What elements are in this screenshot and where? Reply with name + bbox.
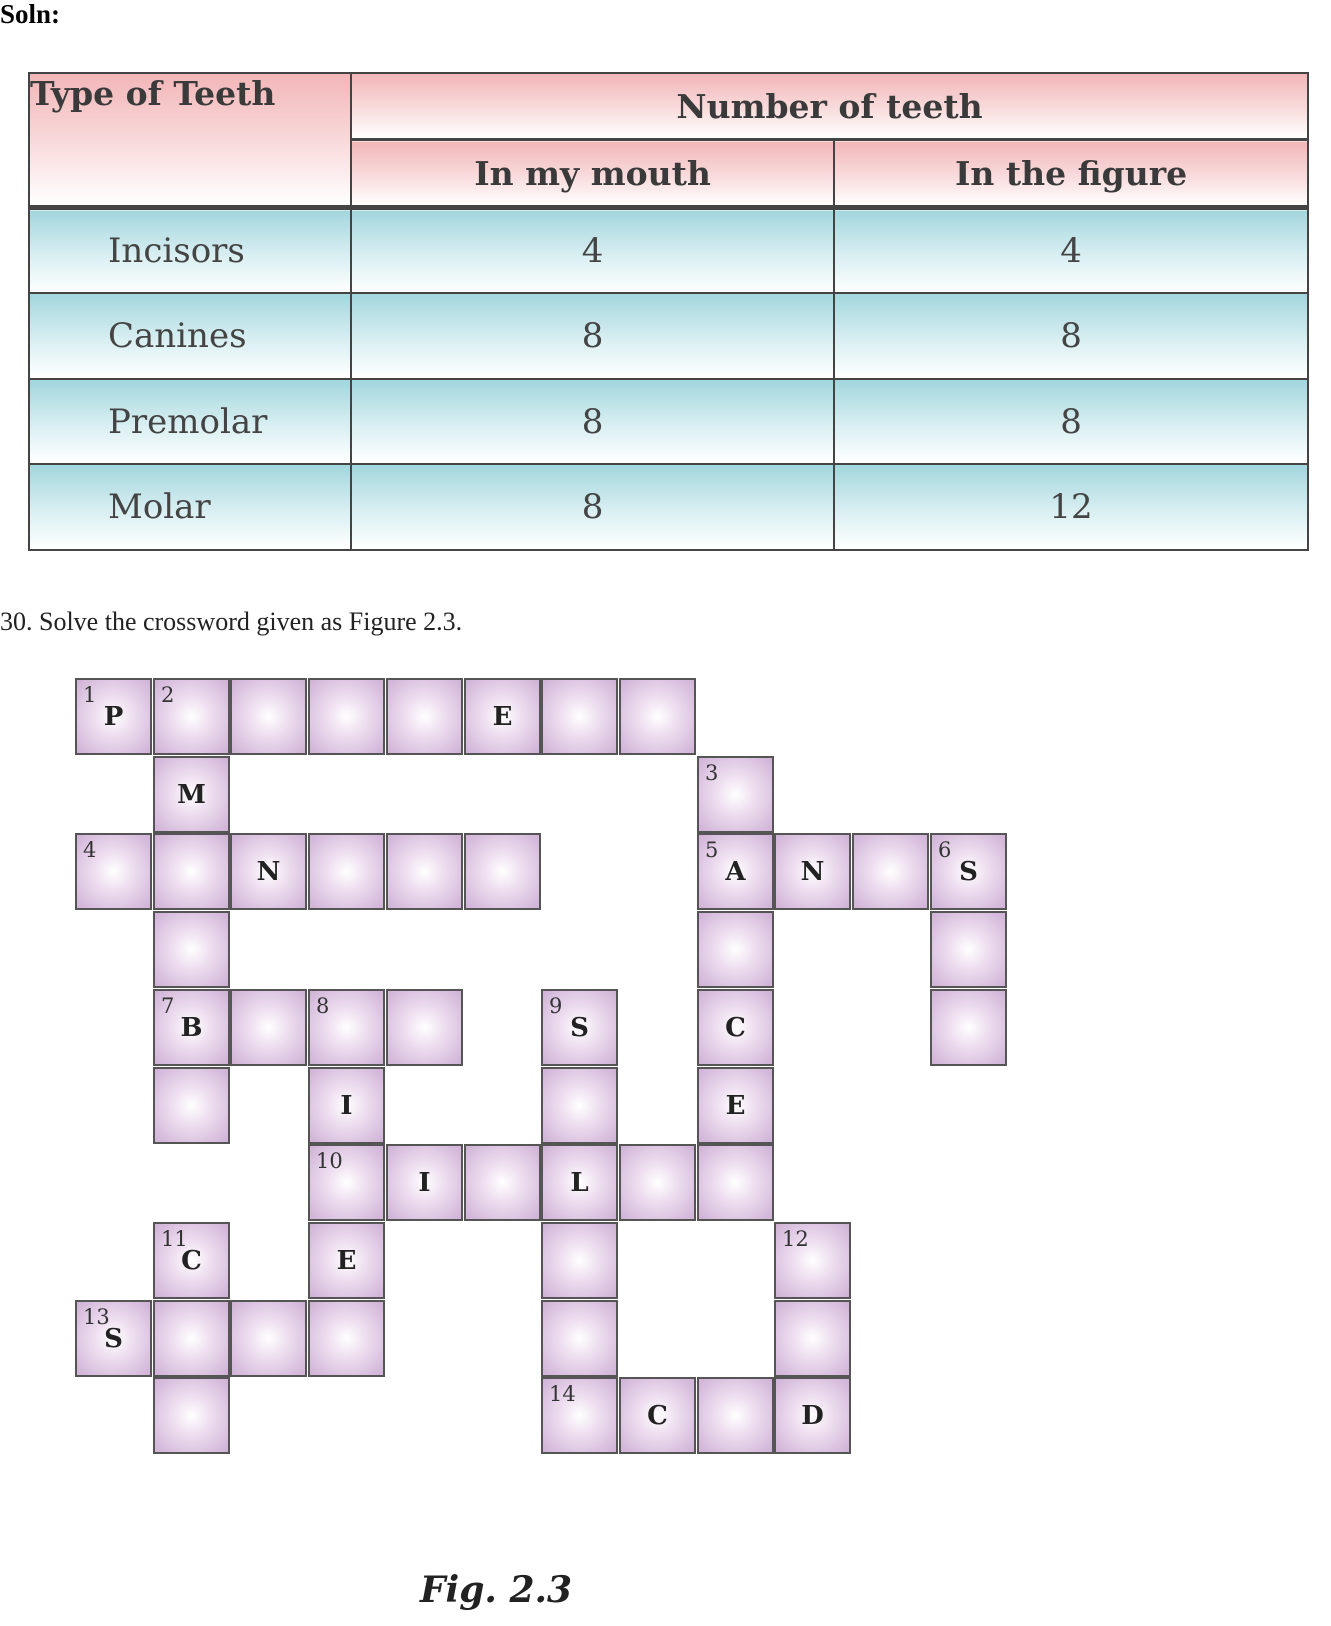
figure-count-cell: 8 <box>834 293 1308 379</box>
crossword-cell[interactable] <box>153 1377 230 1454</box>
crossword-cell[interactable] <box>153 1222 230 1299</box>
crossword-cell[interactable] <box>230 833 307 910</box>
crossword-cell[interactable] <box>697 1377 774 1454</box>
clue-number: 8 <box>316 994 330 1018</box>
given-letter: B <box>180 1012 203 1043</box>
given-letter: S <box>570 1012 589 1043</box>
given-letter: S <box>104 1323 123 1354</box>
crossword-cell[interactable] <box>930 911 1007 988</box>
given-letter: E <box>336 1245 357 1276</box>
given-letter: A <box>725 856 746 887</box>
crossword-cell[interactable] <box>697 1144 774 1221</box>
crossword-cell[interactable] <box>308 1067 385 1144</box>
crossword-cell[interactable] <box>541 989 618 1066</box>
crossword-cell[interactable] <box>153 756 230 833</box>
crossword-cell[interactable] <box>386 678 463 755</box>
teeth-table <box>28 72 1309 551</box>
crossword-cell[interactable] <box>697 911 774 988</box>
figure-count-cell: 8 <box>834 379 1308 465</box>
crossword-cell[interactable] <box>386 989 463 1066</box>
crossword-cell[interactable] <box>930 833 1007 910</box>
clue-number: 7 <box>161 994 175 1018</box>
clue-number: 4 <box>83 838 97 862</box>
crossword-cell[interactable] <box>75 1300 152 1377</box>
crossword-cell[interactable] <box>153 989 230 1066</box>
figure-caption: Fig. 2.3 <box>420 1569 573 1611</box>
tooth-type-cell: Incisors <box>29 208 351 294</box>
header-in-the-figure: In the figure <box>834 140 1308 208</box>
given-letter: I <box>418 1167 431 1198</box>
clue-number: 2 <box>161 683 175 707</box>
given-letter: C <box>181 1245 202 1276</box>
crossword-cell[interactable] <box>230 1300 307 1377</box>
crossword-cell[interactable] <box>153 833 230 910</box>
solution-label: Soln: <box>0 0 61 29</box>
crossword-cell[interactable] <box>774 833 851 910</box>
crossword-cell[interactable] <box>619 1144 696 1221</box>
given-letter: C <box>725 1012 746 1043</box>
clue-number: 5 <box>705 838 719 862</box>
given-letter: N <box>256 856 281 887</box>
crossword-cell[interactable] <box>153 1300 230 1377</box>
crossword-cell[interactable] <box>308 1222 385 1299</box>
clue-number: 6 <box>938 838 952 862</box>
given-letter: S <box>959 856 978 887</box>
clue-number: 10 <box>316 1149 343 1173</box>
crossword-cell[interactable] <box>852 833 929 910</box>
crossword-cell[interactable] <box>75 833 152 910</box>
header-in-my-mouth: In my mouth <box>351 140 834 208</box>
crossword-cell[interactable] <box>541 1300 618 1377</box>
clue-number: 11 <box>161 1227 188 1251</box>
crossword-cell[interactable] <box>308 1300 385 1377</box>
table-row <box>29 208 1308 294</box>
clue-number: 14 <box>549 1382 576 1406</box>
crossword-cell[interactable] <box>774 1377 851 1454</box>
clue-number: 13 <box>83 1305 110 1329</box>
clue-number: 9 <box>549 994 563 1018</box>
header-number-of-teeth: Number of teeth <box>351 73 1308 140</box>
crossword-cell[interactable] <box>308 833 385 910</box>
clue-number: 1 <box>83 683 97 707</box>
crossword-cell[interactable] <box>774 1300 851 1377</box>
table-row <box>29 464 1308 550</box>
mouth-count-cell: 4 <box>351 208 834 294</box>
tooth-type-cell: Molar <box>29 464 351 550</box>
crossword-cell[interactable] <box>541 678 618 755</box>
crossword-cell[interactable] <box>697 833 774 910</box>
clue-number: 3 <box>705 761 719 785</box>
figure-count-cell: 12 <box>834 464 1308 550</box>
crossword-cell[interactable] <box>308 678 385 755</box>
clue-number: 12 <box>782 1227 809 1251</box>
given-letter: D <box>801 1400 824 1431</box>
crossword-cell[interactable] <box>230 989 307 1066</box>
given-letter: L <box>570 1167 589 1198</box>
crossword-cell[interactable] <box>541 1067 618 1144</box>
given-letter: E <box>492 701 513 732</box>
crossword-cell[interactable] <box>697 1067 774 1144</box>
mouth-count-cell: 8 <box>351 379 834 465</box>
crossword-cell[interactable] <box>541 1144 618 1221</box>
crossword-cell[interactable] <box>541 1222 618 1299</box>
crossword-cell[interactable] <box>230 678 307 755</box>
crossword-cell[interactable] <box>153 911 230 988</box>
crossword-cell[interactable] <box>308 1144 385 1221</box>
given-letter: M <box>177 779 206 810</box>
table-row <box>29 293 1308 379</box>
crossword-cell[interactable] <box>464 678 541 755</box>
crossword-cell[interactable] <box>75 678 152 755</box>
crossword-cell[interactable] <box>386 833 463 910</box>
given-letter: E <box>725 1090 746 1121</box>
crossword-cell[interactable] <box>464 833 541 910</box>
mouth-count-cell: 8 <box>351 464 834 550</box>
crossword-cell[interactable] <box>386 1144 463 1221</box>
crossword-cell[interactable] <box>697 989 774 1066</box>
tooth-type-cell: Canines <box>29 293 351 379</box>
crossword-cell[interactable] <box>619 1377 696 1454</box>
crossword-cell[interactable] <box>697 756 774 833</box>
crossword-cell[interactable] <box>153 1067 230 1144</box>
crossword-cell[interactable] <box>308 989 385 1066</box>
crossword-cell[interactable] <box>619 678 696 755</box>
crossword-cell[interactable] <box>774 1222 851 1299</box>
question-text: 30. Solve the crossword given as Figure 2.3. <box>0 607 463 636</box>
mouth-count-cell: 8 <box>351 293 834 379</box>
crossword-cell[interactable] <box>541 1377 618 1454</box>
table-row <box>29 379 1308 465</box>
figure-count-cell: 4 <box>834 208 1308 294</box>
crossword-cell[interactable] <box>464 1144 541 1221</box>
given-letter: N <box>800 856 825 887</box>
given-letter: P <box>103 701 124 732</box>
given-letter: C <box>647 1400 668 1431</box>
header-type-of-teeth: Type of Teeth <box>29 73 351 208</box>
given-letter: I <box>340 1090 353 1121</box>
tooth-type-cell: Premolar <box>29 379 351 465</box>
crossword-cell[interactable] <box>930 989 1007 1066</box>
crossword-cell[interactable] <box>153 678 230 755</box>
